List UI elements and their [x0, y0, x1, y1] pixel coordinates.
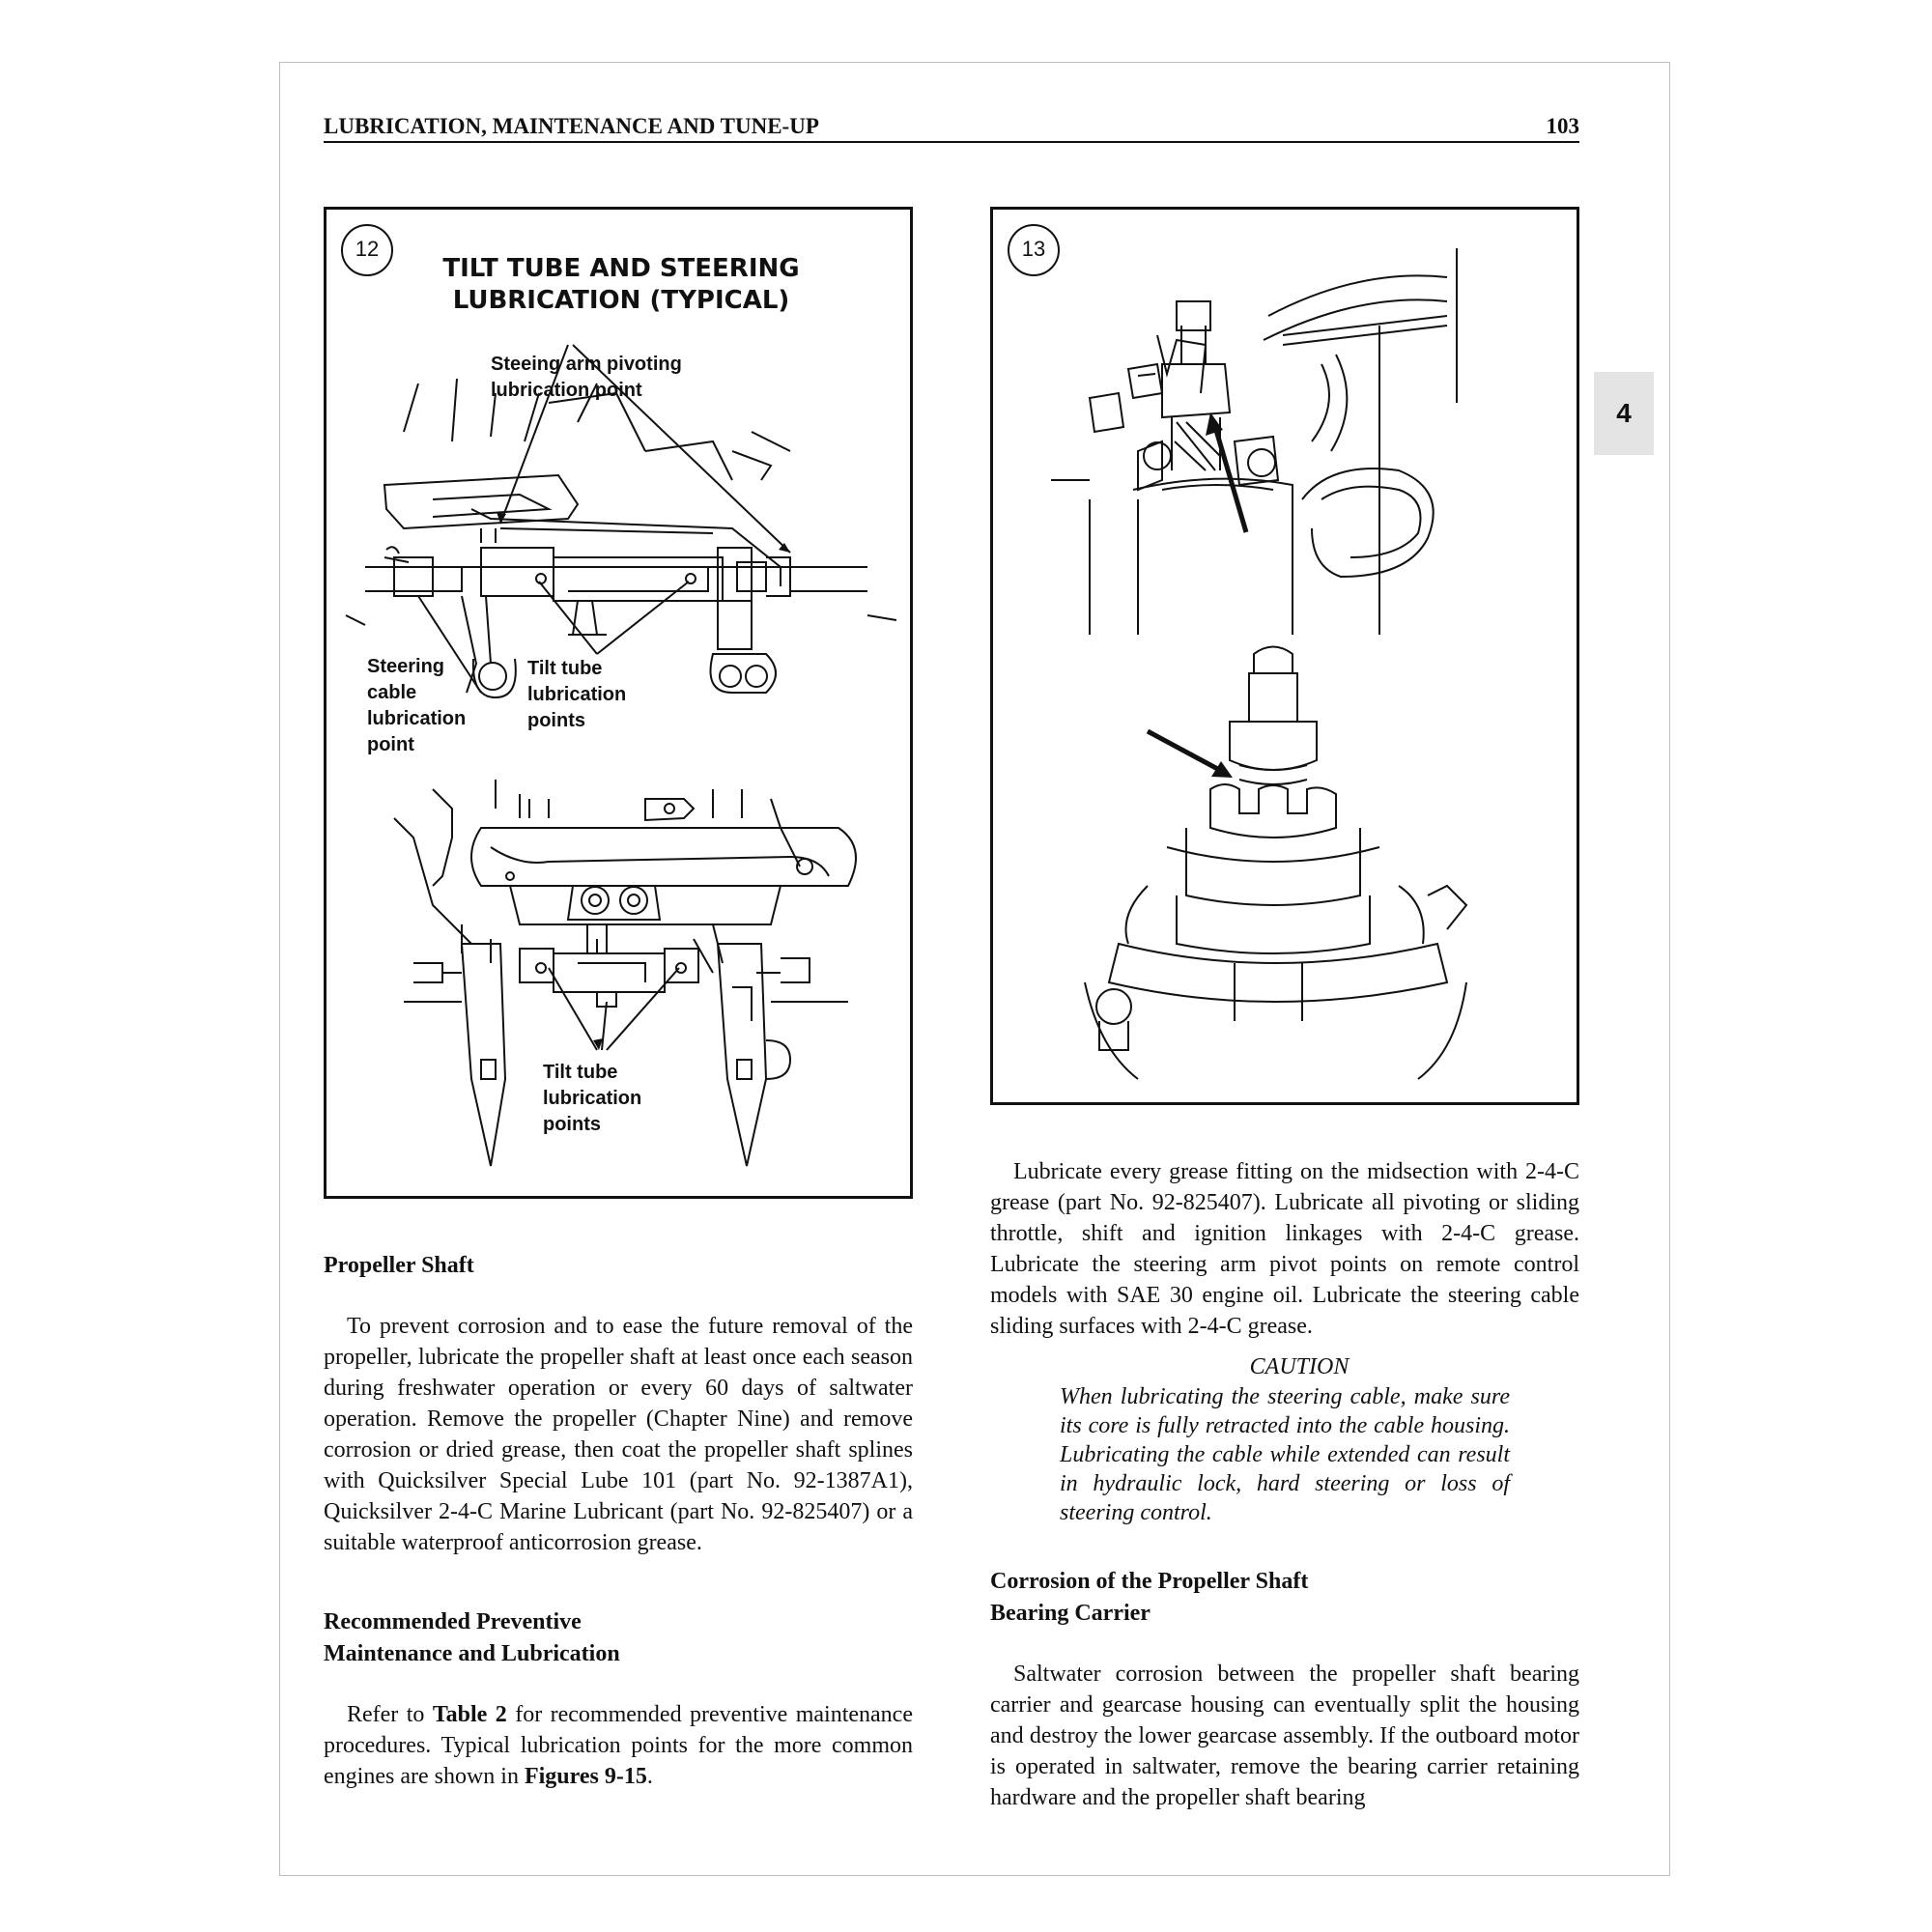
text-run: .	[646, 1764, 653, 1789]
callout-steering-arm-line2: lubrication point	[491, 380, 642, 401]
left-column	[324, 1250, 913, 1792]
paragraph-grease-fittings: Lubricate every grease fitting on the midsection with 2-4-C grease (part No. 92-825407). Lubricate all pivoting or sliding throttle, shift and ignition linkages with 2-4-C grease. Lubricate the steering arm pivot points on remote control models with SAE 30 engine oil. Lubricate the steering cable sliding surfaces with 2-4-C grease.	[990, 1159, 1579, 1339]
figures-reference: Figures 9-15	[524, 1764, 647, 1789]
callout-steering-cable	[367, 654, 466, 758]
figure-13	[990, 207, 1579, 1105]
paragraph-preventive-maintenance	[324, 1699, 913, 1792]
caution-title: CAUTION	[1249, 1354, 1350, 1379]
callout-steering-cable-line1: Steering	[367, 656, 445, 677]
callout-steering-cable-line2: cable	[367, 682, 417, 703]
figure-13-number: 13	[1021, 237, 1046, 261]
callout-steering-cable-line3: lubrication	[367, 708, 467, 729]
section-title: LUBRICATION, MAINTENANCE AND TUNE-UP	[324, 114, 819, 138]
heading-bearing-carrier-line2: Bearing Carrier	[990, 1601, 1151, 1626]
figure-12-number: 12	[355, 237, 380, 261]
figure-12-title-line1: TILT TUBE AND STEERING	[442, 254, 800, 283]
callout-steering-arm	[491, 352, 682, 404]
callout-steering-arm-line1: Steeing arm pivoting	[491, 354, 682, 375]
callout-tilt-tube-upper-line3: points	[527, 710, 585, 731]
heading-preventive-maintenance	[324, 1606, 913, 1670]
figure-12-title	[384, 253, 858, 317]
caution-text: When lubricating the steering cable, make sure its core is fully retracted into the cable housing. Lubricating the cable while extended can result in hydraulic lock, hard steering or loss of steering control.	[1060, 1384, 1510, 1525]
text-run: Refer to	[347, 1702, 433, 1727]
paragraph-bearing-carrier: Saltwater corrosion between the propeller shaft bearing carrier and gearcase housing can eventually split the housing and destroy the lower gearcase assembly. If the outboard motor is operated in saltwater, remove the bearing carrier retaining hardware and the propeller shaft bearing	[990, 1662, 1579, 1810]
callout-tilt-tube-lower	[543, 1060, 641, 1138]
callout-tilt-tube-lower-line2: lubrication	[543, 1088, 642, 1109]
right-column	[990, 1156, 1579, 1813]
heading-bearing-carrier-line1: Corrosion of the Propeller Shaft	[990, 1569, 1309, 1594]
heading-preventive-maintenance-line2: Maintenance and Lubrication	[324, 1641, 620, 1666]
heading-bearing-carrier-corrosion	[990, 1566, 1579, 1630]
table-reference: Table 2	[432, 1702, 507, 1727]
heading-preventive-maintenance-line1: Recommended Preventive	[324, 1609, 582, 1634]
callout-tilt-tube-upper-line2: lubrication	[527, 684, 627, 705]
callout-tilt-tube-upper	[527, 656, 626, 734]
chapter-tab: 4	[1594, 372, 1654, 455]
callout-tilt-tube-lower-line1: Tilt tube	[543, 1062, 618, 1083]
running-header	[324, 114, 1579, 143]
callout-tilt-tube-lower-line3: points	[543, 1114, 601, 1135]
figure-12	[324, 207, 913, 1199]
callout-tilt-tube-upper-line1: Tilt tube	[527, 658, 603, 679]
page-number: 103	[1546, 114, 1579, 138]
figure-13-illustration	[993, 210, 1582, 1108]
heading-propeller-shaft: Propeller Shaft	[324, 1253, 474, 1278]
figure-12-title-line2: LUBRICATION (TYPICAL)	[452, 286, 790, 315]
paragraph-propeller-shaft: To prevent corrosion and to ease the future removal of the propeller, lubricate the propeller shaft at least once each season during freshwater operation or every 60 days of saltwater operation. Remove the propeller (Chapter Nine) and remove corrosion or dried grease, then coat the propeller shaft splines with Quicksilver Special Lube 101 (part No. 92-1387A1), Quicksilver 2-4-C Marine Lubricant (part No. 92-825407) or a suitable waterproof anticorrosion grease.	[324, 1314, 913, 1555]
callout-steering-cable-line4: point	[367, 734, 414, 755]
text-run: for recommended preventive maintenance procedures. Typical lubrication points for the more common engines are shown in	[324, 1702, 913, 1789]
